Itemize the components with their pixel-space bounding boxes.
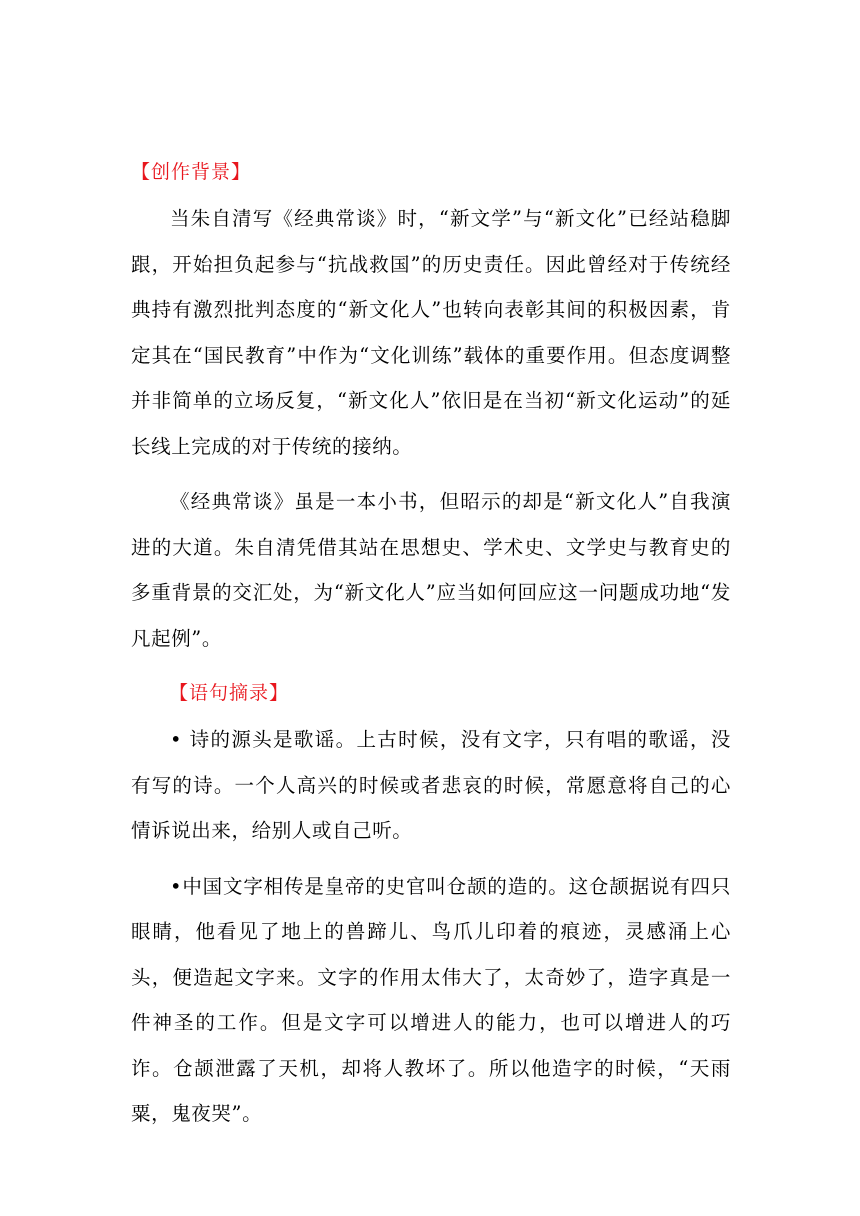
paragraph-background-1: 当朱自清写《经典常谈》时，“新文学”与“新文化”已经站稳脚跟，开始担负起参与“抗战救国”的历史责任。因此曾经对于传统经典持有激烈批判态度的“新文化人”也转向表彰其间的积极因素，肯定其在“国民教育”中作为“文化训练”载体的重要作用。但态度调整并非简单的立场反复，“新文化人”依旧是在当初“新文化运动”的延长线上完成的对于传统的接纳。 bbox=[131, 207, 731, 458]
paragraph-background-2: 《经典常谈》虽是一本小书，但昭示的却是“新文化人”自我演进的大道。朱自清凭借其站在思想史、学术史、文学史与教育史的多重背景的交汇处，为“新文化人”应当如何回应这一问题成功地“发凡起例”。 bbox=[131, 490, 731, 650]
section-heading-background: 【创作背景】 bbox=[131, 161, 252, 183]
section-heading-excerpts: 【语句摘录】 bbox=[169, 682, 290, 704]
paragraph-excerpt-1: • 诗的源头是歌谣。上古时候，没有文字，只有唱的歌谣，没有写的诗。一个人高兴的时候或者悲哀的时候，常愿意将自己的心情诉说出来，给别人或自己听。 bbox=[131, 728, 731, 842]
paragraph-excerpt-2: •中国文字相传是皇帝的史官叫仓颉的造的。这仓颉据说有四只眼睛，他看见了地上的兽蹄儿、鸟爪儿印着的痕迹，灵感涌上心头，便造起文字来。文字的作用太伟大了，太奇妙了，造字真是一件神圣的工作。但是文字可以增进人的能力，也可以增进人的巧诈。仓颉泄露了天机，却将人教坏了。所以他造字的时候，“天雨粟，鬼夜哭”。 bbox=[131, 874, 731, 1125]
document-page bbox=[131, 150, 731, 1147]
